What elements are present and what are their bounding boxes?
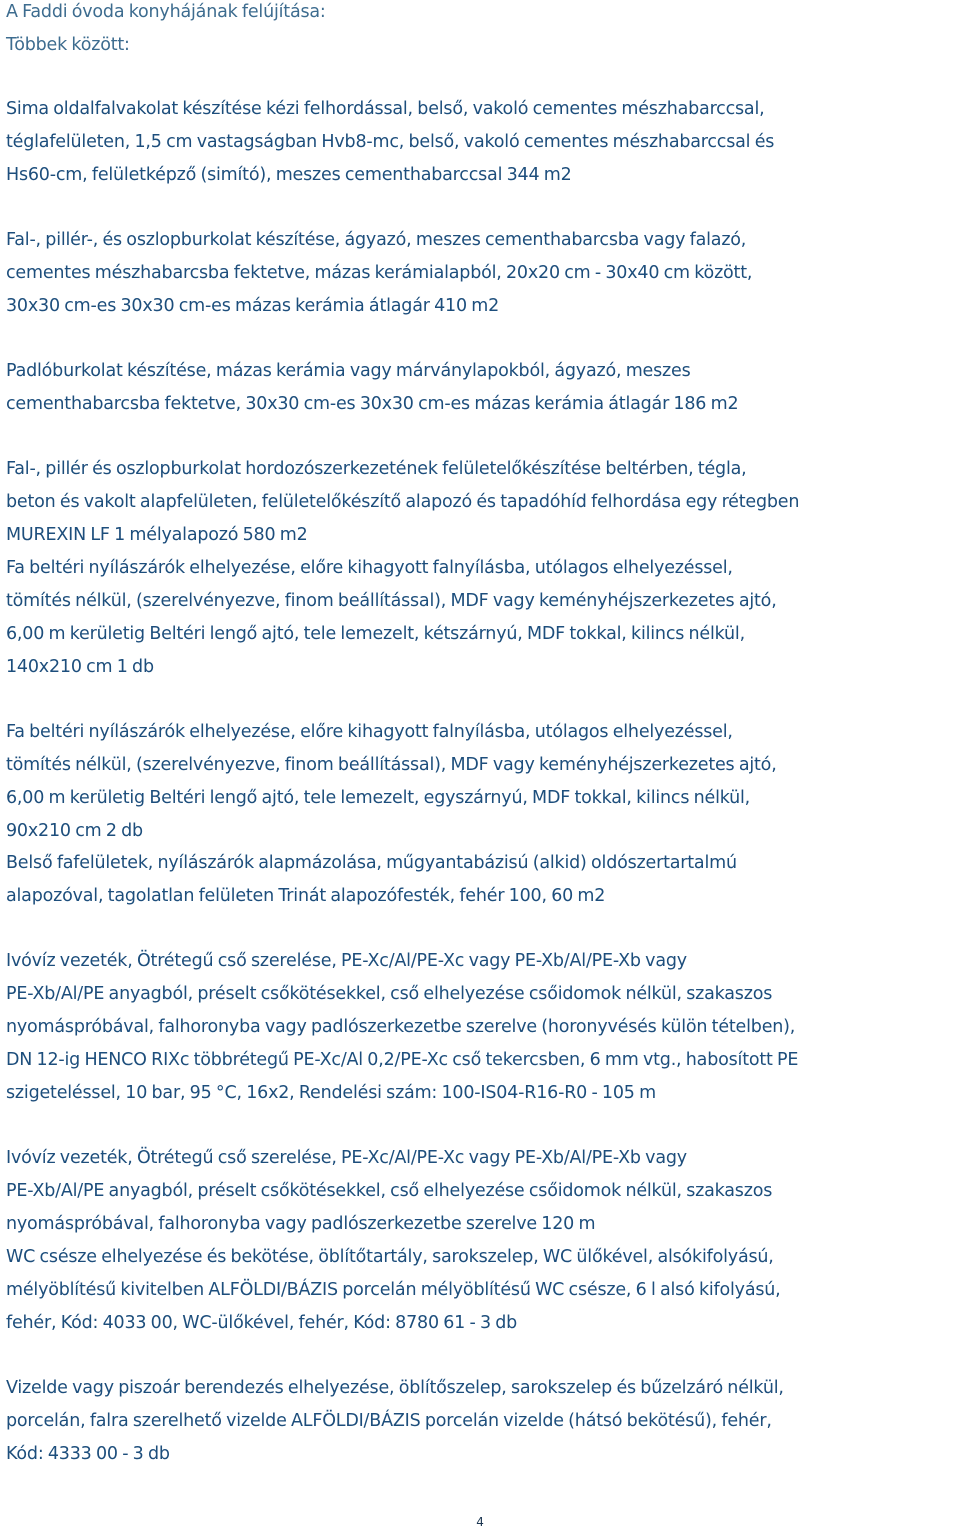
item-9-line-1: Ivóvíz vezeték, Ötrétegű cső szerelése, PE-Xc/Al/PE-Xc vagy PE-Xb/Al/PE-Xb vagy [6, 1148, 687, 1168]
item-6-line-4: 90x210 cm 2 db [6, 821, 143, 841]
item-11-line-1: Vizelde vagy piszoár berendezés elhelyezése, öblítőszelep, sarokszelep és bűzelzáró nélkül, [6, 1378, 784, 1398]
item-6-line-1: Fa beltéri nyílászárók elhelyezése, előre kihagyott falnyílásba, utólagos elhelyezéssel, [6, 722, 733, 742]
item-3-line-2: cementhabarcsba fektetve, 30x30 cm-es 30x30 cm-es mázas kerámia átlagár 186 m2 [6, 394, 739, 414]
item-5-line-2: tömítés nélkül, (szerelvényezve, finom beállítással), MDF vagy keményhéjszerkezetes ajtó, [6, 591, 777, 611]
item-4-line-1: Fal-, pillér és oszlopburkolat hordozószerkezetének felületelőkészítése beltérben, tégla, [6, 459, 747, 479]
item-2-line-3: 30x30 cm-es 30x30 cm-es mázas kerámia átlagár 410 m2 [6, 296, 500, 316]
item-9-line-2: PE-Xb/Al/PE anyagból, préselt csőkötésekkel, cső elhelyezése csőidomok nélkül, szakaszos [6, 1181, 773, 1201]
item-3-line-1: Padlóburkolat készítése, mázas kerámia vagy márványlapokból, ágyazó, meszes [6, 361, 691, 381]
page-number: 4 [476, 1515, 484, 1529]
item-2-line-1: Fal-, pillér-, és oszlopburkolat készítése, ágyazó, meszes cementhabarcsba vagy falazó, [6, 230, 747, 250]
item-11-line-2: porcelán, falra szerelhető vizelde ALFÖLDI/BÁZIS porcelán vizelde (hátsó bekötésű), fehér, [6, 1411, 772, 1431]
item-4-line-2: beton és vakolt alapfelületen, felületelőkészítő alapozó és tapadóhíd felhordása egy rétegben [6, 492, 800, 512]
item-2-line-2: cementes mészhabarcsba fektetve, mázas kerámialapból, 20x20 cm - 30x40 cm között, [6, 263, 753, 283]
item-10-line-1: WC csésze elhelyezése és bekötése, öblítőtartály, sarokszelep, WC ülőkével, alsókifolyású, [6, 1247, 774, 1267]
item-6-line-2: tömítés nélkül, (szerelvényezve, finom beállítással), MDF vagy keményhéjszerkezetes ajtó, [6, 755, 777, 775]
item-5-line-3: 6,00 m kerületig Beltéri lengő ajtó, tele lemezelt, kétszárnyú, MDF tokkal, kilincs nélkül, [6, 624, 745, 644]
item-4-line-3: MUREXIN LF 1 mélyalapozó 580 m2 [6, 525, 308, 545]
document-title: A Faddi óvoda konyhájának felújítása: [6, 2, 326, 22]
item-6-line-3: 6,00 m kerületig Beltéri lengő ajtó, tele lemezelt, egyszárnyú, MDF tokkal, kilincs nélkül, [6, 788, 751, 808]
item-8-line-1: Ivóvíz vezeték, Ötrétegű cső szerelése, PE-Xc/Al/PE-Xc vagy PE-Xb/Al/PE-Xb vagy [6, 951, 687, 971]
item-8-line-5: szigeteléssel, 10 bar, 95 °C, 16x2, Rendelési szám: 100-IS04-R16-R0 - 105 m [6, 1083, 656, 1103]
item-11-line-3: Kód: 4333 00 - 3 db [6, 1444, 170, 1464]
document-subtitle: Többek között: [6, 35, 130, 55]
item-5-line-1: Fa beltéri nyílászárók elhelyezése, előre kihagyott falnyílásba, utólagos elhelyezéssel, [6, 558, 733, 578]
item-8-line-2: PE-Xb/Al/PE anyagból, préselt csőkötésekkel, cső elhelyezése csőidomok nélkül, szakaszos [6, 984, 773, 1004]
item-9-line-3: nyomáspróbával, falhoronyba vagy padlószerkezetbe szerelve 120 m [6, 1214, 596, 1234]
item-1-line-1: Sima oldalfalvakolat készítése kézi felhordással, belső, vakoló cementes mészhabarccsal, [6, 99, 765, 119]
item-7-line-2: alapozóval, tagolatlan felületen Trinát alapozófesték, fehér 100, 60 m2 [6, 886, 606, 906]
item-1-line-2: téglafelületen, 1,5 cm vastagságban Hvb8-mc, belső, vakoló cementes mészhabarccsal és [6, 132, 775, 152]
item-8-line-4: DN 12-ig HENCO RIXc többrétegű PE-Xc/Al 0,2/PE-Xc cső tekercsben, 6 mm vtg., habosított PE [6, 1050, 799, 1070]
item-10-line-3: fehér, Kód: 4033 00, WC-ülőkével, fehér, Kód: 8780 61 - 3 db [6, 1313, 518, 1333]
item-7-line-1: Belső fafelületek, nyílászárók alapmázolása, műgyantabázisú (alkid) oldószertartalmú [6, 853, 737, 873]
item-8-line-3: nyomáspróbával, falhoronyba vagy padlószerkezetbe szerelve (horonyvésés külön tételben), [6, 1017, 796, 1037]
item-1-line-3: Hs60-cm, felületképző (simító), meszes cementhabarccsal 344 m2 [6, 165, 572, 185]
item-5-line-4: 140x210 cm 1 db [6, 657, 154, 677]
item-10-line-2: mélyöblítésű kivitelben ALFÖLDI/BÁZIS porcelán mélyöblítésű WC csésze, 6 l alsó kifolyású, [6, 1280, 781, 1300]
